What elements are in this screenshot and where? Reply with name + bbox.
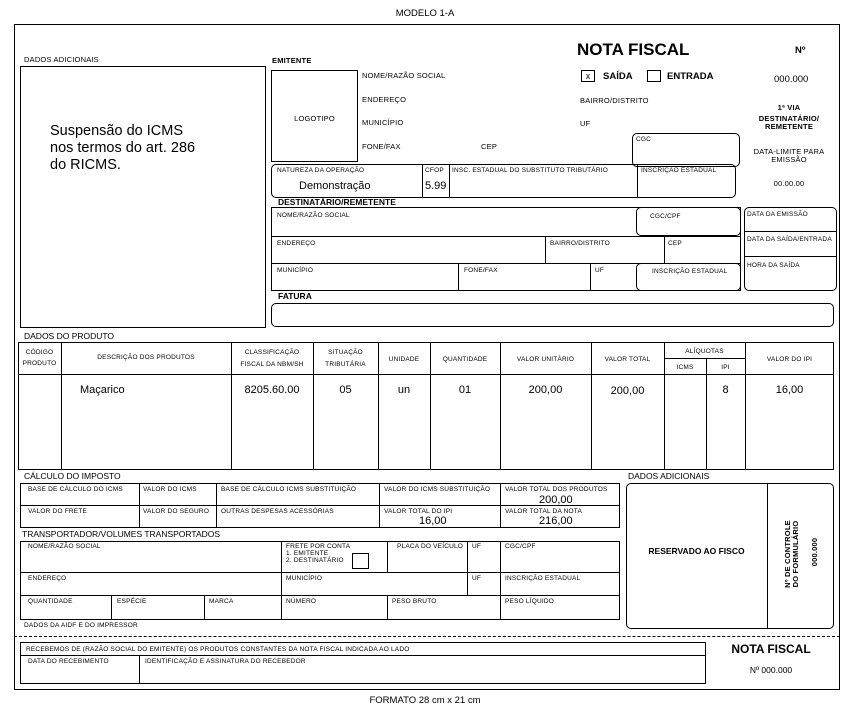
dest-cgc-box bbox=[636, 207, 741, 236]
valor-subst-label: VALOR DO ICMS SUBSTITUIÇÃO bbox=[384, 486, 491, 493]
dest-municipio-label: MUNICÍPIO bbox=[277, 267, 314, 274]
transp-uf-label: UF bbox=[472, 543, 482, 550]
recebemos-label: RECEBEMOS DE (RAZÃO SOCIAL DO EMITENTE) OS PRODUTOS CONSTANTES DA NOTA FISCAL INDICADA AO LADO bbox=[26, 646, 410, 653]
controle-numero: 000.000 bbox=[810, 537, 819, 567]
hora-saida-label: HORA DA SAÍDA bbox=[747, 262, 800, 269]
datas-box bbox=[744, 207, 837, 291]
marca-label: MARCA bbox=[209, 598, 234, 605]
transp-uf2-label: UF bbox=[472, 575, 482, 582]
suspensao-note: Suspensão do ICMS nos termos do art. 286 do RICMS. bbox=[50, 123, 196, 173]
numero-label: NÚMERO bbox=[286, 598, 317, 605]
emitente-cep-label: CEP bbox=[481, 142, 498, 151]
base-subst-label: BASE DE CÁLCULO ICMS SUBSTITUIÇÃO bbox=[221, 486, 357, 493]
saida-label: SAÍDA bbox=[603, 71, 633, 82]
aidf-label: DADOS DA AIDF E DO IMPRESSOR bbox=[24, 622, 138, 629]
destinatario-title: DESTINATÁRIO/REMETENTE bbox=[278, 197, 396, 207]
produto-quantidade: 01 bbox=[458, 384, 472, 396]
via-label: 1ª VIA DESTINATÁRIO/ REMETENTE bbox=[758, 103, 820, 131]
dados-adicionais-lower-title: DADOS ADICIONAIS bbox=[628, 471, 710, 481]
insc-estadual-label: INSCRIÇÃO ESTADUAL bbox=[641, 167, 717, 174]
dest-insc-label: INSCRIÇÃO ESTADUAL bbox=[652, 268, 728, 275]
imposto-title: CÁLCULO DO IMPOSTO bbox=[24, 471, 121, 481]
valor-icms-label: VALOR DO ICMS bbox=[143, 486, 197, 493]
dest-cgc-label: CGC/CPF bbox=[650, 213, 681, 220]
nota-numero-label: Nº bbox=[795, 45, 806, 56]
dest-cep-label: CEP bbox=[668, 240, 682, 247]
dest-uf-label: UF bbox=[595, 267, 605, 274]
hdr-aliquotas: ALÍQUOTAS bbox=[685, 348, 724, 355]
hdr-valor-ipi: VALOR DO IPI bbox=[766, 356, 813, 363]
data-emissao-label: DATA DA EMISSÃO bbox=[747, 211, 808, 218]
total-nota-label: VALOR TOTAL DA NOTA bbox=[505, 508, 583, 515]
dest-fone-label: FONE/FAX bbox=[464, 267, 498, 274]
hdr-situacao: SITUAÇÃO TRIBUTÁRIA bbox=[325, 349, 366, 368]
tear-line bbox=[14, 636, 840, 637]
dest-endereco-label: ENDEREÇO bbox=[277, 240, 316, 247]
frete-por-conta-label: FRETE POR CONTA 1. EMITENTE 2. DESTINATÁRIO bbox=[286, 543, 351, 564]
dados-adicionais-box bbox=[20, 66, 266, 328]
reservado-fisco-label: RESERVADO AO FISCO bbox=[648, 546, 745, 556]
data-saida-label: DATA DA SAÍDA/ENTRADA bbox=[747, 236, 832, 243]
data-limite-label: DATA-LIMITE PARA EMISSÃO bbox=[753, 147, 825, 164]
produto-valor-total: 200,00 bbox=[610, 385, 645, 397]
produto-situacao: 05 bbox=[339, 384, 352, 396]
hdr-valor-unitario: VALOR UNITÁRIO bbox=[516, 356, 575, 363]
cfop-value: 5.99 bbox=[425, 180, 447, 192]
emitente-nome-label: NOME/RAZÃO SOCIAL bbox=[362, 71, 446, 80]
data-recebimento-label: DATA DO RECEBIMENTO bbox=[28, 658, 109, 665]
transp-nome-label: NOME/RAZÃO SOCIAL bbox=[28, 543, 101, 550]
base-icms-label: BASE DE CÁLCULO DO ICMS bbox=[28, 486, 123, 493]
transp-cgc-label: CGC/CPF bbox=[505, 543, 536, 550]
hdr-icms: ICMS bbox=[676, 364, 694, 371]
fatura-title: FATURA bbox=[278, 291, 312, 301]
emitente-bairro-label: BAIRRO/DISTRITO bbox=[580, 96, 649, 105]
total-produtos-value: 200,00 bbox=[539, 494, 573, 506]
produto-valor-unitario: 200,00 bbox=[528, 384, 563, 396]
emitente-cgc-label: CGC bbox=[636, 136, 652, 143]
produto-title: DADOS DO PRODUTO bbox=[24, 331, 115, 341]
controle-formulario-label: Nº DE CONTROLE DO FORMULÁRIO bbox=[783, 520, 800, 588]
produto-descricao: Maçarico bbox=[80, 384, 125, 396]
hdr-quantidade: QUANTIDADE bbox=[442, 356, 488, 363]
natureza-value: Demonstração bbox=[299, 180, 371, 192]
total-nota-value: 216,00 bbox=[539, 515, 573, 527]
cfop-label: CFOP bbox=[425, 167, 444, 174]
canhoto-nota-numero: Nº 000.000 bbox=[749, 665, 793, 675]
entrada-checkbox[interactable] bbox=[647, 70, 661, 82]
total-ipi-label: VALOR TOTAL DO IPI bbox=[384, 508, 453, 515]
hdr-ipi: IPI bbox=[721, 364, 730, 371]
fatura-box bbox=[271, 303, 834, 327]
hdr-unidade: UNIDADE bbox=[388, 356, 420, 363]
data-limite-value: 00.00.00 bbox=[773, 179, 805, 188]
modelo-caption: MODELO 1-A bbox=[395, 8, 455, 19]
nota-fiscal-title: NOTA FISCAL bbox=[577, 40, 690, 59]
produto-valor-ipi: 16,00 bbox=[775, 384, 804, 396]
frete-label: VALOR DO FRETE bbox=[28, 508, 88, 515]
reservado-box bbox=[626, 483, 834, 629]
placa-label: PLACA DO VEÍCULO bbox=[397, 543, 464, 550]
emitente-uf-label: UF bbox=[580, 119, 591, 128]
nota-numero: 000.000 bbox=[774, 74, 809, 85]
produto-unidade: un bbox=[397, 384, 411, 396]
insc-subst-label: INSC. ESTADUAL DO SUBSTITUTO TRIBUTÁRIO bbox=[452, 167, 608, 174]
dados-adicionais-title: DADOS ADICIONAIS bbox=[24, 55, 99, 64]
logotipo-label: LOGOTIPO bbox=[294, 114, 335, 123]
total-produtos-label: VALOR TOTAL DOS PRODUTOS bbox=[505, 486, 608, 493]
dest-nome-label: NOME/RAZÃO SOCIAL bbox=[277, 212, 350, 219]
produto-classificacao: 8205.60.00 bbox=[244, 384, 300, 396]
produto-ipi: 8 bbox=[722, 384, 729, 396]
transp-insc-label: INSCRIÇÃO ESTADUAL bbox=[505, 575, 581, 582]
transp-endereco-label: ENDEREÇO bbox=[28, 575, 67, 582]
natureza-label: NATUREZA DA OPERAÇÃO bbox=[277, 167, 365, 174]
emitente-title: EMITENTE bbox=[272, 56, 312, 65]
peso-bruto-label: PESO BRUTO bbox=[392, 598, 437, 605]
identificacao-label: IDENTIFICAÇÃO E ASSINATURA DO RECEBEDOR bbox=[145, 658, 306, 665]
saida-checkbox[interactable]: x bbox=[581, 70, 595, 82]
hdr-classificacao: CLASSIFICAÇÃO FISCAL DA NBM/SH bbox=[240, 349, 304, 368]
entrada-label: ENTRADA bbox=[667, 71, 714, 82]
emitente-endereco-label: ENDEREÇO bbox=[362, 95, 407, 104]
formato-caption: FORMATO 28 cm x 21 cm bbox=[369, 695, 481, 706]
canhoto-nota-title: NOTA FISCAL bbox=[731, 642, 811, 656]
frete-checkbox[interactable] bbox=[352, 553, 369, 569]
emitente-municipio-label: MUNICÍPIO bbox=[362, 118, 404, 127]
transportador-title: TRANSPORTADOR/VOLUMES TRANSPORTADOS bbox=[22, 529, 221, 539]
quantidade-label: QUANTIDADE bbox=[28, 598, 73, 605]
peso-liquido-label: PESO LÍQUIDO bbox=[505, 598, 554, 605]
dest-bairro-label: BAIRRO/DISTRITO bbox=[550, 240, 610, 247]
especie-label: ESPÉCIE bbox=[117, 598, 147, 605]
total-ipi-value: 16,00 bbox=[419, 515, 447, 527]
hdr-codigo: CÓDIGO PRODUTO bbox=[22, 349, 57, 367]
hdr-descricao: DESCRIÇÃO DOS PRODUTOS bbox=[97, 354, 195, 361]
seguro-label: VALOR DO SEGURO bbox=[143, 508, 210, 515]
emitente-fone-label: FONE/FAX bbox=[362, 142, 401, 151]
hdr-valor-total: VALOR TOTAL bbox=[604, 356, 651, 363]
transp-municipio-label: MUNICÍPIO bbox=[286, 575, 323, 582]
outras-despesas-label: OUTRAS DESPESAS ACESSÓRIAS bbox=[221, 508, 334, 515]
